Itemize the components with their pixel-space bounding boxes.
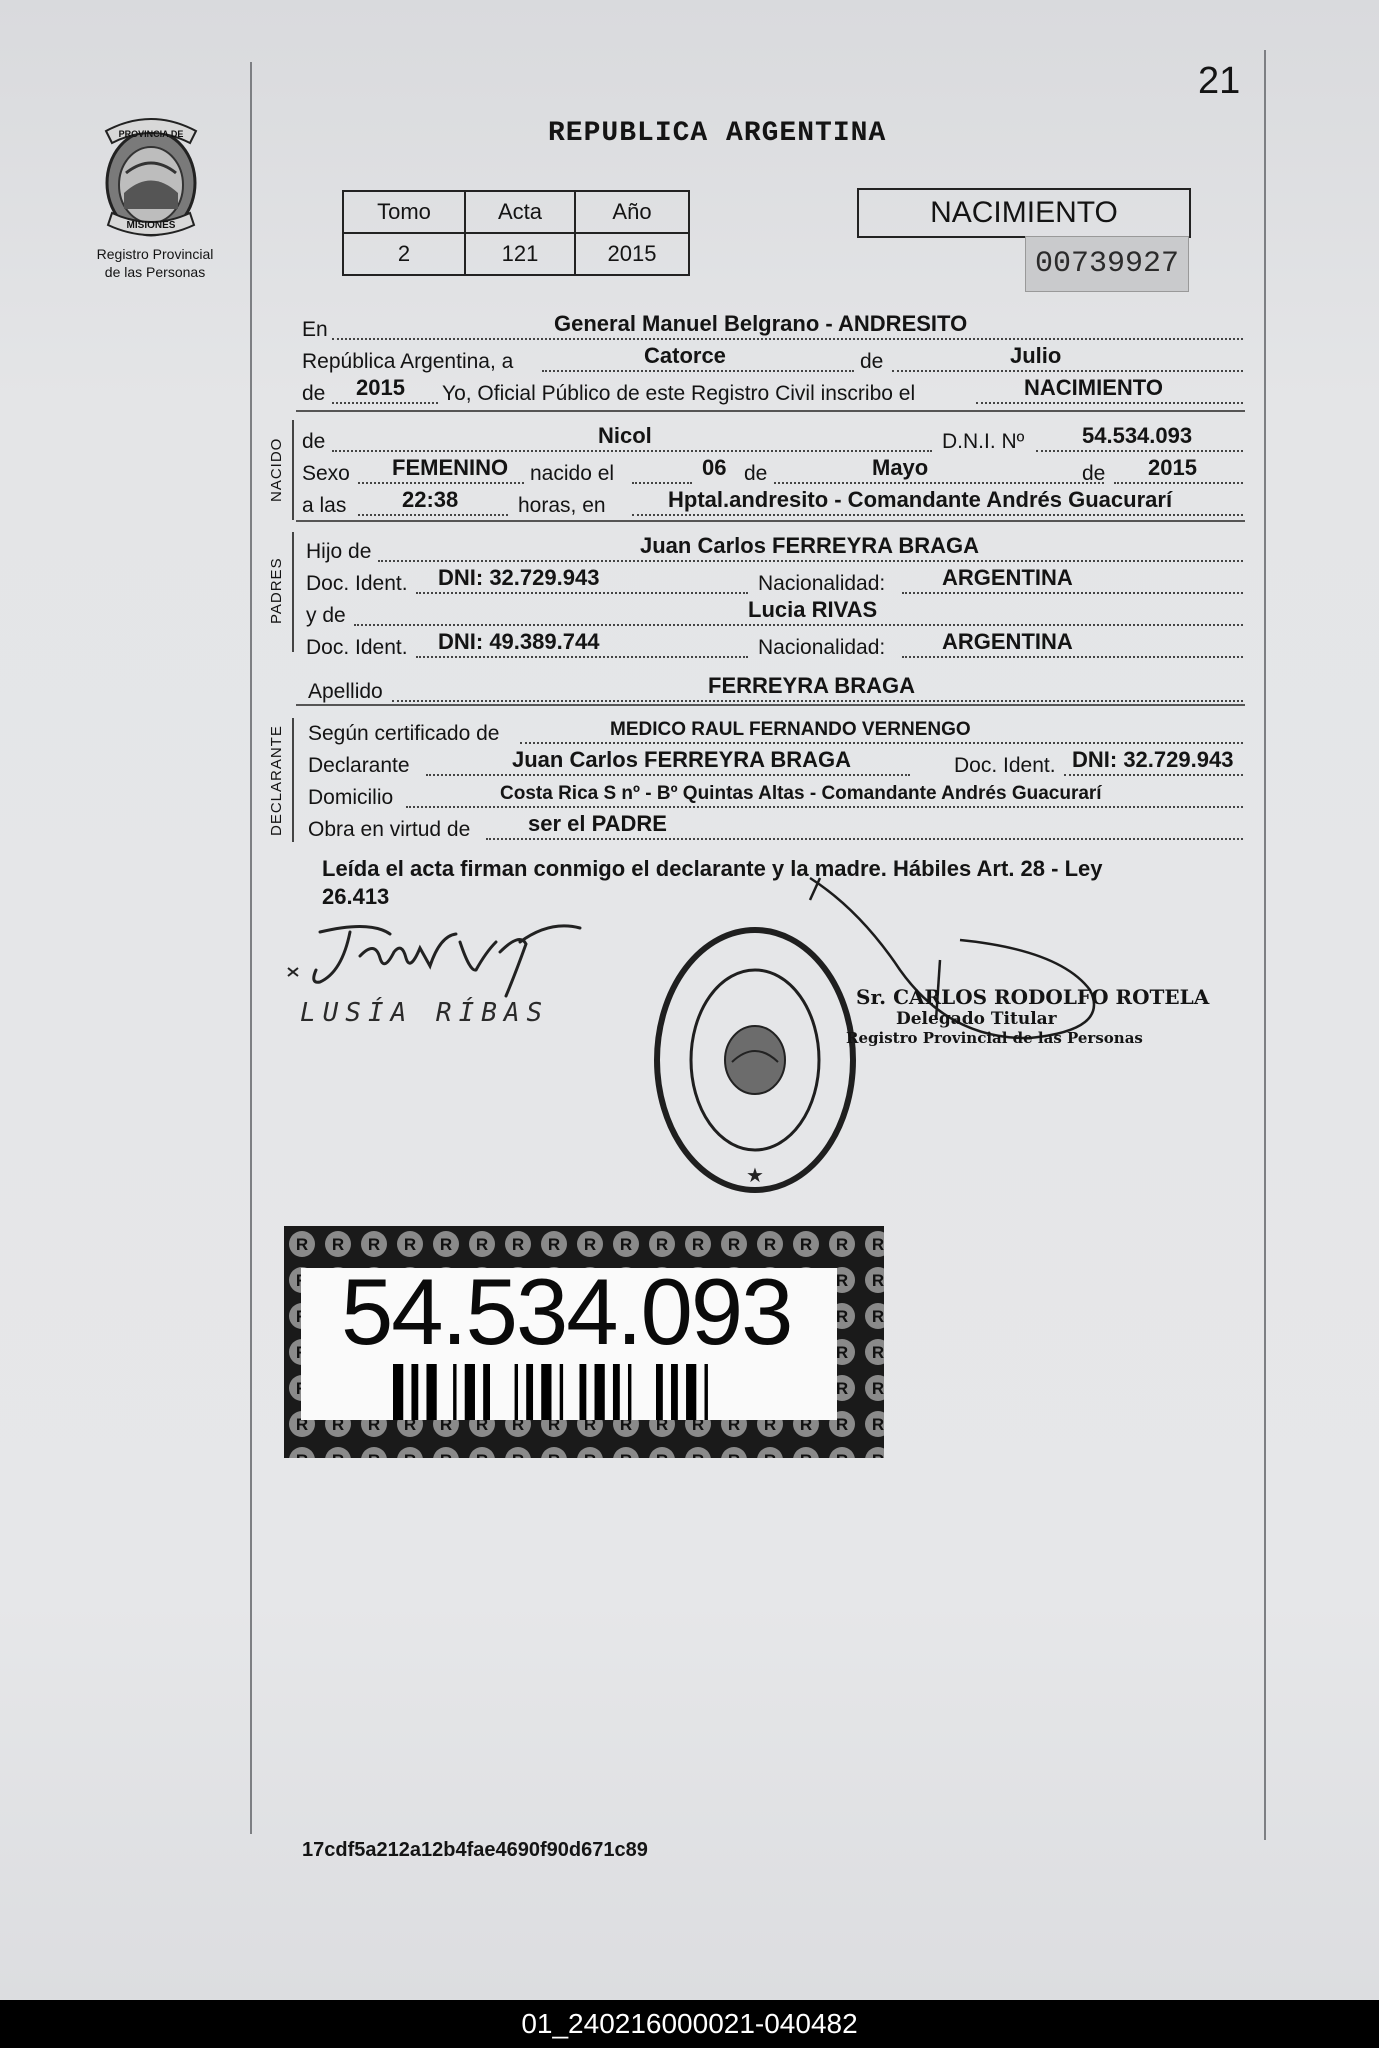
padres-row-2 xyxy=(302,566,1243,598)
barcode-bar xyxy=(613,1364,620,1420)
barcode-bar xyxy=(628,1364,631,1420)
doc-label: Doc. Ident. xyxy=(306,636,408,659)
nacido-row-3 xyxy=(302,488,1243,520)
father-nationality: ARGENTINA xyxy=(942,565,1073,590)
dotted-line xyxy=(1036,450,1243,452)
barcode-bar xyxy=(671,1364,678,1420)
dotted-line xyxy=(416,592,748,594)
sexo-value: FEMENINO xyxy=(392,455,509,480)
barcode xyxy=(393,1364,753,1420)
de-label: de xyxy=(302,382,326,405)
month-value: Julio xyxy=(1010,343,1062,368)
serial-number-stamp: 00739927 xyxy=(1025,236,1189,292)
horas-label: horas, en xyxy=(518,494,606,517)
barcode-bar xyxy=(453,1364,456,1420)
closing-line-2: 26.413 xyxy=(322,884,390,909)
doc-label: Doc. Ident. xyxy=(954,754,1056,777)
obra-value: ser el PADRE xyxy=(528,811,667,836)
section-divider xyxy=(296,704,1245,706)
dotted-line xyxy=(976,402,1243,404)
footer-file-id: 01_240216000021-040482 xyxy=(0,2000,1379,2048)
apellido-label: Apellido xyxy=(308,680,383,703)
nacido-row-2 xyxy=(302,456,1243,488)
day-value: Catorce xyxy=(644,343,726,368)
dotted-line xyxy=(632,514,1243,516)
dotted-line xyxy=(358,482,524,484)
sexo-label: Sexo xyxy=(302,462,350,485)
barcode-bar xyxy=(595,1364,605,1420)
yde-label: y de xyxy=(306,604,346,627)
dotted-line xyxy=(902,656,1243,658)
place-value: General Manuel Belgrano - ANDRESITO xyxy=(554,311,968,336)
nacionalidad-label: Nacionalidad: xyxy=(758,572,886,595)
right-margin-line xyxy=(1264,50,1266,1840)
mother-signature: LUSÍA RÍBAS xyxy=(300,998,550,1028)
col-tomo-header: Tomo xyxy=(343,191,465,233)
declarante-label: Declarante xyxy=(308,754,410,777)
document-title: REPUBLICA ARGENTINA xyxy=(548,118,887,149)
barcode-bar xyxy=(686,1364,696,1420)
left-margin-line xyxy=(250,62,252,1834)
mother-name: Lucia RIVAS xyxy=(748,597,878,622)
ano-value: 2015 xyxy=(575,233,689,275)
dotted-line xyxy=(902,592,1243,594)
official-signature-block xyxy=(846,985,1210,1047)
declarante-row-4 xyxy=(302,812,1243,844)
dotted-line xyxy=(416,656,748,658)
dotted-line xyxy=(378,560,1243,562)
certificado-value: MEDICO RAUL FERNANDO VERNENGO xyxy=(610,719,971,740)
dni-label: D.N.I. Nº xyxy=(942,430,1025,453)
dotted-line xyxy=(486,838,1243,840)
dotted-line xyxy=(542,370,854,372)
child-name: Nicol xyxy=(598,423,652,448)
dotted-line xyxy=(332,402,438,404)
barcode-bar xyxy=(656,1364,663,1420)
tomo-value: 2 xyxy=(343,233,465,275)
registry-table xyxy=(342,190,690,276)
act-value: NACIMIENTO xyxy=(1024,375,1163,400)
dotted-line xyxy=(1114,482,1243,484)
registry-caption xyxy=(70,245,240,281)
declarante-name: Juan Carlos FERREYRA BRAGA xyxy=(512,747,852,772)
birth-day: 06 xyxy=(702,455,727,480)
barcode-bar xyxy=(393,1364,403,1420)
padres-row-1 xyxy=(302,534,1243,566)
dotted-line xyxy=(774,482,1104,484)
father-doc: DNI: 32.729.943 xyxy=(438,565,600,590)
birth-time: 22:38 xyxy=(402,487,459,512)
id-number-label xyxy=(284,1226,884,1458)
declarante-bracket xyxy=(292,718,294,842)
page-number: 21 xyxy=(1198,60,1241,102)
declarante-signature xyxy=(280,912,590,1002)
dotted-line xyxy=(332,450,932,452)
dotted-line xyxy=(892,370,1243,372)
mother-nationality: ARGENTINA xyxy=(942,629,1073,654)
dotted-line xyxy=(1064,774,1243,776)
de-label: de xyxy=(302,430,326,453)
father-name: Juan Carlos FERREYRA BRAGA xyxy=(640,533,980,558)
registry-line-2: de las Personas xyxy=(104,264,206,280)
barcode-bar xyxy=(560,1364,563,1420)
de-label: de xyxy=(860,350,884,373)
barcode-bar xyxy=(426,1364,436,1420)
record-type-box: NACIMIENTO xyxy=(857,188,1191,238)
svg-text:MISIONES: MISIONES xyxy=(126,220,176,231)
intro-row-1 xyxy=(302,312,1243,344)
svg-text:★: ★ xyxy=(746,1165,764,1187)
dotted-line xyxy=(406,806,1243,808)
alas-label: a las xyxy=(302,494,347,517)
nacido-bracket xyxy=(292,420,294,520)
doc-label: Doc. Ident. xyxy=(306,572,408,595)
padres-section-label: PADRES xyxy=(268,557,285,624)
declarante-doc: DNI: 32.729.943 xyxy=(1072,747,1234,772)
child-dni: 54.534.093 xyxy=(1082,423,1193,448)
hijo-label: Hijo de xyxy=(306,540,372,563)
dotted-line xyxy=(392,700,1243,702)
label-white-area xyxy=(301,1259,837,1420)
dotted-line xyxy=(632,482,692,484)
nacido-row-1 xyxy=(302,424,1243,456)
dotted-line xyxy=(426,774,910,776)
inscribe-text: Yo, Oficial Público de este Registro Civil inscribo el xyxy=(442,382,916,405)
col-ano-header: Año xyxy=(575,191,689,233)
republic-label: República Argentina, a xyxy=(302,350,514,373)
barcode-bar xyxy=(465,1364,475,1420)
barcode-bar xyxy=(526,1364,533,1420)
svg-text:PROVINCIA DE: PROVINCIA DE xyxy=(118,129,184,139)
section-divider xyxy=(296,520,1245,522)
birth-year: 2015 xyxy=(1148,455,1197,480)
official-office: Registro Provincial de las Personas xyxy=(846,1029,1143,1047)
declarante-section-label: DECLARANTE xyxy=(268,725,285,836)
intro-row-2 xyxy=(302,344,1243,376)
intro-row-3 xyxy=(302,376,1243,408)
barcode-bar xyxy=(541,1364,551,1420)
barcode-bar xyxy=(704,1364,707,1420)
nacido-section-label: NACIDO xyxy=(268,437,285,502)
mother-doc: DNI: 49.389.744 xyxy=(438,629,600,654)
barcode-bar xyxy=(579,1364,586,1420)
de-label: de xyxy=(1082,462,1106,485)
label-number: 54.534.093 xyxy=(341,1259,792,1364)
domicilio-label: Domicilio xyxy=(308,786,394,809)
padres-bracket xyxy=(292,532,294,652)
apellido-value: FERREYRA BRAGA xyxy=(708,673,915,698)
official-name: Sr. CARLOS RODOLFO ROTELA xyxy=(856,985,1210,1009)
barcode-bar xyxy=(515,1364,518,1420)
document-hash: 17cdf5a212a12b4fae4690f90d671c89 xyxy=(302,1839,648,1861)
domicilio-value: Costa Rica S nº - Bº Quintas Altas - Comandante Andrés Guacurarí xyxy=(500,783,1102,804)
de-label: de xyxy=(744,462,768,485)
dotted-line xyxy=(358,514,508,516)
col-acta-header: Acta xyxy=(465,191,575,233)
declarante-row-1 xyxy=(302,716,1243,748)
registry-line-1: Registro Provincial xyxy=(96,246,214,262)
declarante-row-2 xyxy=(302,748,1243,780)
birth-month: Mayo xyxy=(872,455,929,480)
official-role: Delegado Titular xyxy=(896,1009,1057,1029)
padres-row-4 xyxy=(302,630,1243,662)
barcode-bar xyxy=(411,1364,418,1420)
nacido-label: nacido el xyxy=(530,462,615,485)
dotted-line xyxy=(520,742,1243,744)
en-label: En xyxy=(302,318,328,341)
section-divider xyxy=(296,410,1245,412)
nacionalidad-label: Nacionalidad: xyxy=(758,636,886,659)
acta-value: 121 xyxy=(465,233,575,275)
certificado-label: Según certificado de xyxy=(308,722,500,745)
padres-row-3 xyxy=(302,598,1243,630)
declarante-row-3 xyxy=(302,780,1243,812)
closing-line-1: Leída el acta firman conmigo el declarante y la madre. Hábiles Art. 28 - Ley xyxy=(322,856,1103,881)
dotted-line xyxy=(332,338,1243,340)
dotted-line xyxy=(354,624,1243,626)
misiones-coat-of-arms xyxy=(96,113,206,245)
barcode-bar xyxy=(483,1364,490,1420)
registry-stamp xyxy=(650,922,860,1202)
apellido-row xyxy=(302,674,1243,706)
obra-label: Obra en virtud de xyxy=(308,818,471,841)
birth-place: Hptal.andresito - Comandante Andrés Guacurarí xyxy=(668,487,1173,512)
year-value: 2015 xyxy=(356,375,405,400)
